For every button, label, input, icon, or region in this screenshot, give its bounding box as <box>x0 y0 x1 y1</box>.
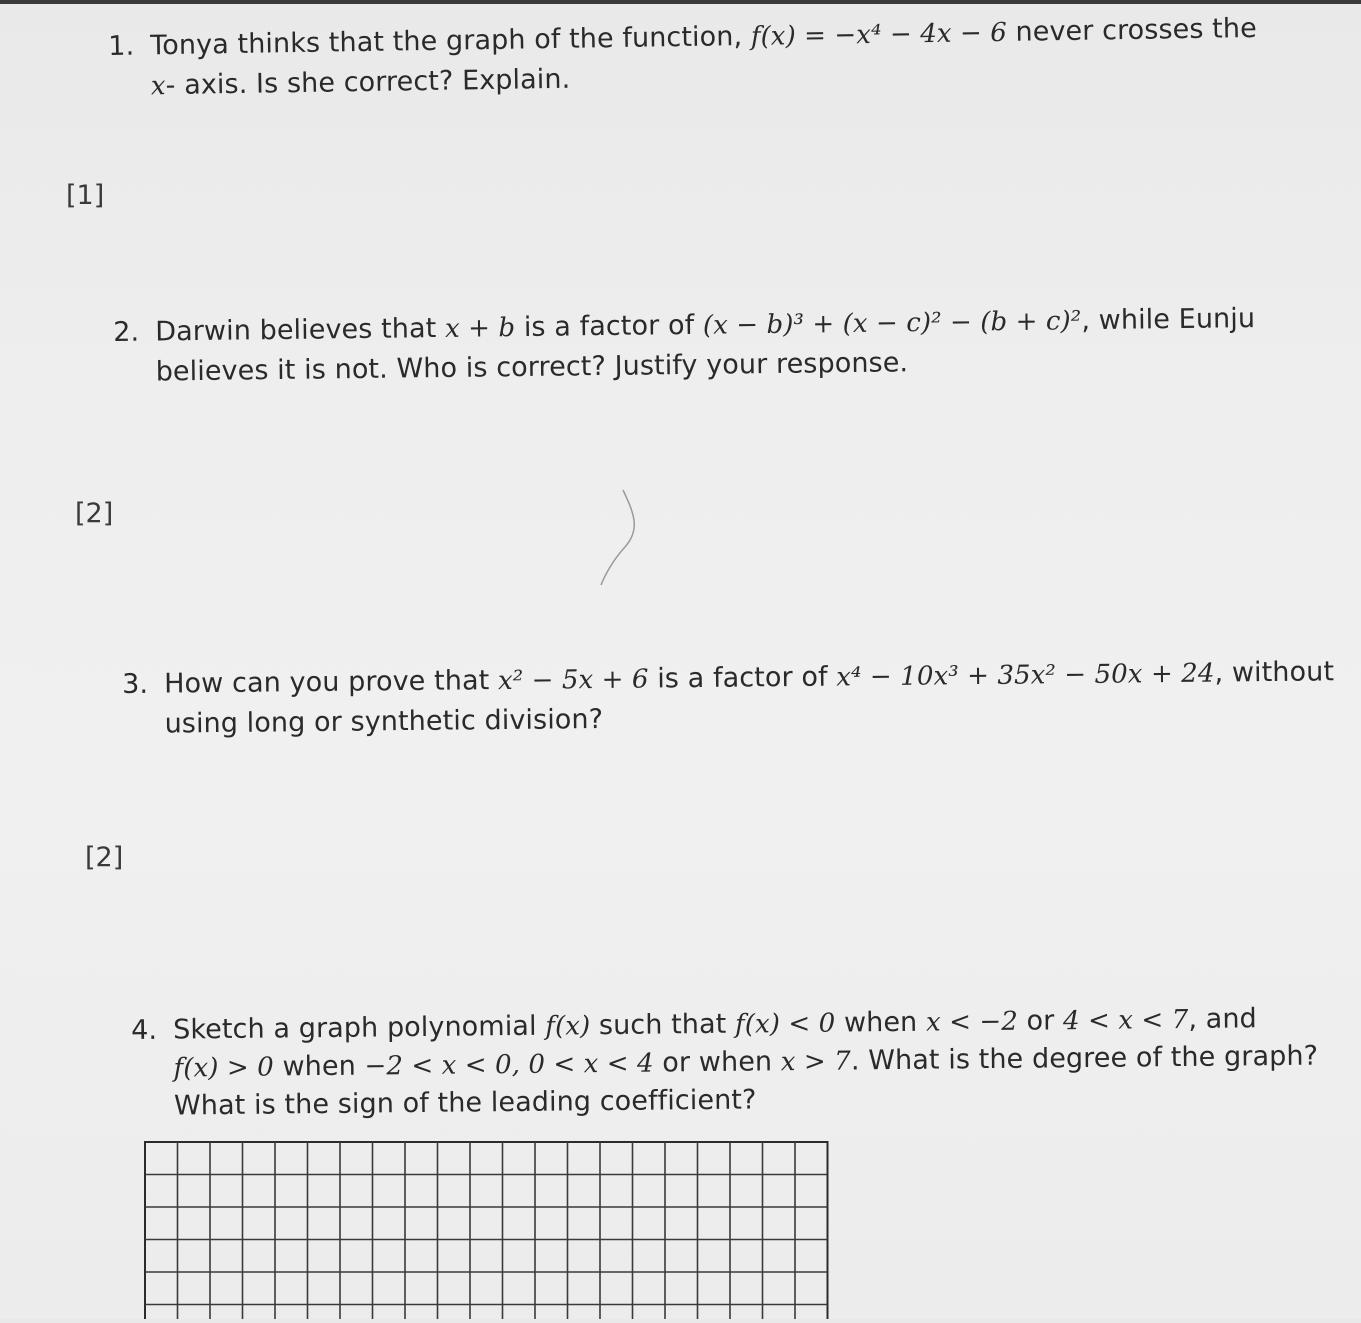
question-text: or when <box>653 1046 781 1079</box>
question-text: , while Eunju <box>1081 303 1256 337</box>
math-expression: 4 < x < 7 <box>1062 1004 1189 1037</box>
graph-grid-svg[interactable] <box>143 1140 833 1319</box>
question-text: when <box>273 1050 365 1083</box>
question-text: or <box>1017 1005 1064 1037</box>
question-text: How can you prove that <box>164 665 499 700</box>
math-expression: x² − 5x + 6 <box>497 664 649 697</box>
question-number: 4. <box>131 1014 158 1046</box>
grid-border <box>145 1142 828 1319</box>
question-text: - axis. Is she correct? Explain. <box>165 63 571 102</box>
question-text: Sketch a graph polynomial <box>173 1010 546 1046</box>
question-text: Tonya thinks that the graph of the function, <box>150 20 752 62</box>
question-3 <box>122 653 1358 746</box>
pencil-stroke-mark <box>595 485 645 590</box>
question-number: 1. <box>108 30 135 62</box>
question-text: Darwin believes that <box>155 312 446 348</box>
points-label-2: [2] <box>75 498 114 529</box>
question-1 <box>108 9 1349 108</box>
math-expression: x > 7 <box>780 1046 852 1078</box>
math-expression: f(x) < 0 <box>734 1008 836 1040</box>
math-variable: x <box>150 71 166 102</box>
points-label-3: [2] <box>85 842 124 873</box>
question-text: is a factor of <box>514 309 704 344</box>
question-text: . What is the degree of the graph? <box>850 1040 1319 1077</box>
question-text: never crosses the <box>1006 12 1258 48</box>
screen-top-edge <box>0 0 1361 4</box>
points-label-1: [1] <box>66 180 105 211</box>
question-text: when <box>835 1006 927 1039</box>
math-expression: (x − b)³ + (x − c)² − (b + c)² <box>702 306 1082 341</box>
question-2 <box>113 299 1314 394</box>
question-text: such that <box>590 1008 736 1042</box>
question-number: 2. <box>113 316 140 348</box>
math-expression: f(x) > 0 <box>173 1052 274 1084</box>
question-text: is a factor of <box>648 661 837 695</box>
question-text: What is the sign of the leading coefficient? <box>173 1084 757 1122</box>
math-expression: f(x) = −x⁴ − 4x − 6 <box>750 17 1008 52</box>
question-4 <box>131 999 1357 1132</box>
question-text: , and <box>1188 1003 1257 1035</box>
math-expression: −2 < x < 0, 0 < x < 4 <box>364 1048 654 1082</box>
question-number: 3. <box>122 668 149 700</box>
question-text: , without <box>1214 656 1335 689</box>
question-text: believes it is not. Who is correct? Justify your response. <box>155 347 909 388</box>
graph-grid[interactable] <box>143 1140 833 1319</box>
math-expression: f(x) <box>545 1011 591 1042</box>
question-text: using long or synthetic division? <box>164 703 604 740</box>
math-expression: x⁴ − 10x³ + 35x² − 50x + 24 <box>836 658 1215 693</box>
math-expression: x + b <box>444 313 516 344</box>
math-expression: x < −2 <box>925 1006 1019 1038</box>
